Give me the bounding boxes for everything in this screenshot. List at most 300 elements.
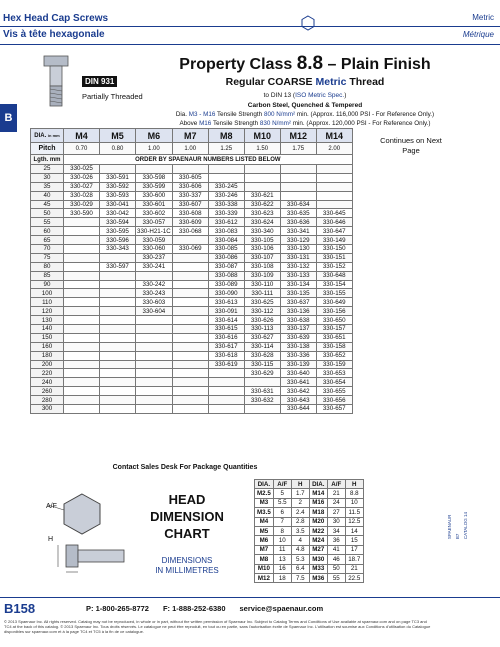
part-number-cell: 330-650	[316, 316, 352, 325]
part-number-cell: 330-600	[136, 191, 173, 200]
part-number-cell: 330-631	[244, 387, 280, 396]
head-table-cell: M24	[309, 536, 327, 545]
part-number-cell	[64, 316, 100, 325]
part-number-cell: 330-243	[136, 289, 173, 298]
part-number-cell: 330-115	[244, 360, 280, 369]
table-row	[31, 378, 353, 387]
part-number-cell	[100, 360, 136, 369]
section-tab: B	[0, 104, 17, 132]
head-table-cell: M27	[309, 545, 327, 554]
table-row	[31, 307, 353, 316]
part-number-cell	[208, 378, 244, 387]
part-number-cell: 330-028	[64, 191, 100, 200]
head-table-cell: M16	[309, 498, 327, 507]
part-number-cell: 330-591	[100, 173, 136, 182]
head-table-cell: 22.5	[345, 573, 363, 582]
part-number-cell: 330-337	[172, 191, 208, 200]
head-chart-subtitle	[137, 556, 237, 576]
table-row	[255, 489, 364, 498]
head-table-cell: M30	[309, 555, 327, 564]
part-number-cell	[64, 405, 100, 414]
part-number-cell	[172, 298, 208, 307]
side-catalog-text	[446, 512, 470, 539]
length-cell: 150	[31, 333, 64, 342]
footer-rule	[0, 597, 500, 598]
part-number-cell: 330-592	[100, 182, 136, 191]
part-number-cell	[100, 369, 136, 378]
legal-fine-print	[4, 619, 494, 634]
part-number-cell: 330-628	[244, 351, 280, 360]
part-number-cell	[64, 271, 100, 280]
head-table-cell: 13	[273, 555, 291, 564]
part-number-cell	[172, 360, 208, 369]
part-number-cell: 330-114	[244, 342, 280, 351]
part-number-cell	[316, 191, 352, 200]
part-number-cell	[208, 405, 244, 414]
head-table-cell: M18	[309, 508, 327, 517]
af-label: A/F	[46, 503, 57, 510]
side-text-1: B7	[455, 533, 460, 540]
part-number-cell	[64, 253, 100, 262]
part-number-cell: 330-H21-1C	[137, 227, 171, 235]
part-number-cell: 330-645	[316, 209, 352, 218]
title-part-a: Property Class	[179, 56, 297, 73]
part-number-cell: 330-596	[100, 236, 136, 245]
pitch-label: Pitch	[31, 143, 64, 155]
table-row	[31, 200, 353, 209]
table-row	[31, 333, 353, 342]
part-number-cell	[208, 165, 244, 174]
part-number-cell	[64, 342, 100, 351]
part-number-cell: 330-246	[208, 191, 244, 200]
part-number-cell	[100, 333, 136, 342]
part-number-cell: 330-653	[316, 369, 352, 378]
part-number-cell: 330-084	[208, 236, 244, 245]
head-table-cell: 8.8	[345, 489, 363, 498]
part-number-cell	[100, 342, 136, 351]
length-cell: 25	[31, 165, 64, 174]
part-number-cell	[136, 405, 173, 414]
table-row	[31, 227, 353, 236]
diameter-header: M4	[64, 129, 100, 143]
part-number-cell: 330-622	[244, 200, 280, 209]
length-cell: 70	[31, 245, 64, 254]
part-number-cell: 330-132	[280, 262, 316, 271]
part-number-cell	[64, 396, 100, 405]
part-number-cell	[136, 325, 173, 334]
part-number-cell	[136, 360, 173, 369]
part-number-cell: 330-149	[316, 236, 352, 245]
part-number-cell	[172, 378, 208, 387]
part-number-cell: 330-156	[316, 307, 352, 316]
part-number-cell: 330-059	[136, 236, 173, 245]
length-cell: 200	[31, 360, 64, 369]
part-number-cell: 330-602	[136, 209, 173, 218]
part-number-cell: 330-609	[172, 218, 208, 227]
length-cell: 30	[31, 173, 64, 182]
part-number-cell	[64, 351, 100, 360]
part-number-cell: 330-636	[280, 218, 316, 227]
part-number-cell	[172, 271, 208, 280]
tensile-line-1	[130, 111, 480, 118]
head-table-cell: 1.7	[291, 489, 309, 498]
diameter-header: M7	[172, 129, 208, 143]
table-row	[31, 182, 353, 191]
part-number-cell: 330-597	[100, 262, 136, 271]
head-table-header-cell: A/F	[273, 480, 291, 489]
part-number-cell: 330-129	[280, 236, 316, 245]
table-row	[31, 405, 353, 414]
length-cell: 55	[31, 218, 64, 227]
part-number-cell	[64, 298, 100, 307]
fine-3: disponibles sur spaenaur.com et à la page TC4 et TC5 à la fin de ce catalogue.	[4, 629, 144, 634]
part-number-cell: 330-106	[244, 245, 280, 254]
part-number-cell: 330-654	[316, 378, 352, 387]
pitch-cell: 1.00	[172, 143, 208, 155]
part-number-cell	[100, 325, 136, 334]
head-table-cell: M3	[255, 498, 274, 507]
part-number-cell: 330-241	[136, 262, 173, 271]
order-table	[30, 128, 353, 414]
head-chart-sub-1: DIMENSIONS	[161, 556, 213, 565]
length-cell: 220	[31, 369, 64, 378]
table-row	[31, 342, 353, 351]
part-number-cell	[100, 378, 136, 387]
part-number-cell: 330-086	[208, 253, 244, 262]
page-title	[150, 53, 460, 75]
part-number-cell	[100, 307, 136, 316]
head-table-cell: 2.4	[291, 508, 309, 517]
footer-fax: F: 1-888-252-6380	[162, 604, 226, 613]
table-row	[31, 316, 353, 325]
table-row	[31, 289, 353, 298]
length-cell: 50	[31, 209, 64, 218]
footer-email: service@spaenaur.com	[239, 604, 324, 613]
head-table-cell: M36	[309, 573, 327, 582]
head-chart-title-3: CHART	[164, 526, 210, 541]
part-number-cell: 330-109	[244, 271, 280, 280]
part-number-cell: 330-130	[280, 245, 316, 254]
table-row	[31, 173, 353, 182]
part-number-cell: 330-643	[280, 396, 316, 405]
length-header-row	[31, 155, 353, 165]
head-table-cell: 36	[327, 536, 345, 545]
part-number-cell: 330-136	[280, 307, 316, 316]
diameter-row	[31, 129, 353, 143]
hex-nut-icon	[300, 15, 316, 31]
part-number-cell: 330-656	[316, 396, 352, 405]
part-number-cell	[100, 316, 136, 325]
head-chart-sub-2: IN MILLIMETRES	[155, 566, 219, 575]
part-number-cell: 330-615	[208, 325, 244, 334]
part-number-cell	[280, 182, 316, 191]
part-number-cell: 330-027	[64, 182, 100, 191]
part-number-cell	[172, 369, 208, 378]
continues-note: Continues on Next Page	[380, 136, 442, 155]
head-table-cell: 41	[327, 545, 345, 554]
head-table-cell: 50	[327, 564, 345, 573]
part-number-cell: 330-110	[244, 280, 280, 289]
part-number-cell	[208, 173, 244, 182]
part-number-cell: 330-594	[100, 218, 136, 227]
part-number-cell: 330-042	[100, 209, 136, 218]
part-number-cell: 330-336	[280, 351, 316, 360]
part-number-cell	[64, 325, 100, 334]
part-number-cell: 330-624	[244, 218, 280, 227]
part-number-cell: 330-057	[136, 218, 173, 227]
part-number-cell: 330-138	[280, 342, 316, 351]
pitch-cell: 1.75	[280, 143, 316, 155]
part-number-cell: 330-634	[280, 200, 316, 209]
part-number-cell: 330-599	[136, 182, 173, 191]
footer-contact	[86, 604, 337, 613]
head-table-cell: M6	[255, 536, 274, 545]
part-number-cell: 330-604	[136, 307, 173, 316]
length-cell: 160	[31, 342, 64, 351]
part-number-cell	[172, 325, 208, 334]
part-number-cell	[316, 173, 352, 182]
part-number-cell: 330-644	[280, 405, 316, 414]
sub2-c: )	[344, 92, 347, 99]
part-number-cell: 330-105	[244, 236, 280, 245]
head-table-cell: M12	[255, 573, 274, 582]
part-number-cell: 330-087	[208, 262, 244, 271]
header-title-en: Hex Head Cap Screws	[3, 13, 109, 24]
sub1-c: Thread	[346, 76, 385, 88]
table-row	[31, 218, 353, 227]
head-table-cell: 15	[345, 536, 363, 545]
title-class-value: 8.8	[296, 53, 324, 74]
part-number-cell: 330-649	[316, 298, 352, 307]
length-cell: 180	[31, 351, 64, 360]
part-number-cell	[64, 387, 100, 396]
table-row	[255, 564, 364, 573]
sub4-b: M3 - M16	[188, 111, 216, 118]
head-table-cell: 11.5	[345, 508, 363, 517]
part-number-cell	[100, 253, 136, 262]
diameter-header: M14	[316, 129, 352, 143]
din-badge: DIN 931	[82, 76, 117, 87]
part-number-cell	[172, 333, 208, 342]
part-number-cell	[136, 316, 173, 325]
length-cell: 110	[31, 298, 64, 307]
part-number-cell: 330-635	[280, 209, 316, 218]
part-number-cell: 330-135	[280, 289, 316, 298]
dia-label-cell	[31, 129, 64, 143]
page-number: B158	[4, 601, 36, 616]
head-table-cell: 24	[327, 498, 345, 507]
part-number-cell	[100, 387, 136, 396]
part-number-cell	[100, 165, 136, 174]
part-number-cell: 330-655	[316, 387, 352, 396]
head-table-cell: 2	[291, 498, 309, 507]
part-number-cell	[136, 396, 173, 405]
part-number-cell	[136, 342, 173, 351]
part-number-cell: 330-060	[136, 245, 173, 254]
head-chart-title-2: DIMENSION	[150, 509, 224, 524]
head-table-cell: 21	[327, 489, 345, 498]
part-number-cell: 330-245	[208, 182, 244, 191]
part-number-cell: 330-606	[172, 182, 208, 191]
part-number-cell: 330-605	[172, 173, 208, 182]
head-table-cell: 6.4	[291, 564, 309, 573]
part-number-cell: 330-618	[208, 351, 244, 360]
part-number-cell	[316, 182, 352, 191]
sub4-a: Dia.	[175, 111, 189, 118]
head-table-cell: 27	[327, 508, 345, 517]
part-number-cell: 330-085	[208, 245, 244, 254]
table-row	[31, 253, 353, 262]
length-cell: 75	[31, 253, 64, 262]
diameter-header: M10	[244, 129, 280, 143]
part-number-cell	[244, 405, 280, 414]
table-row	[31, 369, 353, 378]
partially-threaded-label: Partially Threaded	[82, 92, 143, 101]
header-metric-fr: Métrique	[462, 30, 494, 39]
sub2-a: to DIN 13 (	[263, 92, 296, 99]
part-number-cell	[100, 396, 136, 405]
part-number-cell: 330-595	[100, 227, 136, 236]
part-number-cell	[316, 200, 352, 209]
part-number-cell	[100, 351, 136, 360]
part-number-cell	[64, 307, 100, 316]
head-table-cell: 14	[345, 526, 363, 535]
table-row	[255, 498, 364, 507]
part-number-cell: 330-614	[208, 316, 244, 325]
part-number-cell	[316, 165, 352, 174]
table-row	[31, 209, 353, 218]
part-number-cell: 330-625	[244, 298, 280, 307]
part-number-cell	[136, 165, 173, 174]
part-number-cell	[244, 173, 280, 182]
part-number-cell	[244, 182, 280, 191]
part-number-cell	[100, 405, 136, 414]
part-number-cell: 330-651	[316, 333, 352, 342]
head-table-cell: M4	[255, 517, 274, 526]
head-table-cell: M5	[255, 526, 274, 535]
part-number-cell: 330-157	[316, 325, 352, 334]
part-number-cell	[172, 396, 208, 405]
head-table-cell: 4.8	[291, 545, 309, 554]
table-row	[255, 508, 364, 517]
part-number-cell: 330-338	[208, 200, 244, 209]
dia-unit: in mm	[47, 132, 60, 138]
part-number-cell	[172, 342, 208, 351]
length-cell: 60	[31, 227, 64, 236]
length-cell: 45	[31, 200, 64, 209]
head-chart-title	[137, 491, 237, 542]
sub5-b: M16	[199, 120, 212, 127]
part-number-cell	[64, 369, 100, 378]
head-table-cell: 4	[291, 536, 309, 545]
part-number-cell: 330-639	[280, 333, 316, 342]
part-number-cell	[100, 280, 136, 289]
sub1-b: Metric	[315, 76, 347, 88]
table-row	[31, 271, 353, 280]
page-header	[0, 0, 500, 50]
part-number-cell: 330-137	[280, 325, 316, 334]
part-number-cell	[172, 236, 208, 245]
part-number-cell	[136, 351, 173, 360]
diameter-header: M5	[100, 129, 136, 143]
part-number-cell: 330-657	[316, 405, 352, 414]
head-table-cell: M14	[309, 489, 327, 498]
length-cell: 40	[31, 191, 64, 200]
table-row	[31, 360, 353, 369]
part-number-cell: 330-029	[64, 200, 100, 209]
part-number-cell: 330-150	[316, 245, 352, 254]
part-number-cell: 330-151	[316, 253, 352, 262]
table-row	[31, 165, 353, 174]
part-number-cell	[64, 378, 100, 387]
head-table-cell: 8	[273, 526, 291, 535]
head-table-cell: 18.7	[345, 555, 363, 564]
table-row	[31, 298, 353, 307]
table-row	[31, 245, 353, 254]
length-cell: 280	[31, 396, 64, 405]
table-row	[31, 351, 353, 360]
header-title-fr: Vis à tête hexagonale	[3, 29, 105, 40]
part-number-cell	[172, 253, 208, 262]
head-table-cell: 18	[273, 573, 291, 582]
part-number-cell: 330-025	[64, 165, 100, 174]
part-number-cell	[172, 165, 208, 174]
part-number-cell: 330-158	[316, 342, 352, 351]
dia-label: DIA.	[34, 132, 47, 139]
head-table-cell: 5.5	[273, 498, 291, 507]
part-number-cell: 330-111	[244, 289, 280, 298]
head-dimension-table	[254, 479, 364, 583]
header-metric-en: Metric	[472, 13, 494, 22]
head-table-cell: 34	[327, 526, 345, 535]
subtitle-material: Carbon Steel, Quenched & Tempered	[247, 102, 363, 109]
head-dimension-diagram	[44, 490, 134, 590]
head-table-header-cell: A/F	[327, 480, 345, 489]
part-number-cell: 330-590	[64, 209, 100, 218]
head-table-cell: 46	[327, 555, 345, 564]
part-number-cell	[136, 271, 173, 280]
length-cell: 65	[31, 236, 64, 245]
part-number-cell: 330-159	[316, 360, 352, 369]
table-row	[255, 573, 364, 582]
head-table-cell: 17	[345, 545, 363, 554]
head-table-cell: 10	[345, 498, 363, 507]
h-label: H	[48, 536, 54, 543]
part-number-cell: 330-133	[280, 271, 316, 280]
part-number-cell	[280, 165, 316, 174]
part-number-cell: 330-112	[244, 307, 280, 316]
part-number-cell: 330-339	[208, 209, 244, 218]
part-number-cell	[172, 289, 208, 298]
head-table-cell: 30	[327, 517, 345, 526]
table-row	[31, 191, 353, 200]
part-number-cell: 330-612	[208, 218, 244, 227]
pitch-cell: 0.70	[64, 143, 100, 155]
table-row	[31, 387, 353, 396]
head-chart-title-1: HEAD	[168, 492, 206, 507]
pitch-cell: 1.25	[208, 143, 244, 155]
part-number-cell	[64, 218, 100, 227]
part-number-cell: 330-154	[316, 280, 352, 289]
sub2-b: ISO Metric Spec.	[295, 92, 345, 99]
part-number-cell	[136, 378, 173, 387]
part-number-cell: 330-598	[136, 173, 173, 182]
length-cell: 300	[31, 405, 64, 414]
part-number-cell: 330-090	[208, 289, 244, 298]
part-number-cell	[172, 405, 208, 414]
part-number-cell: 330-627	[244, 333, 280, 342]
head-table-cell: 16	[273, 564, 291, 573]
